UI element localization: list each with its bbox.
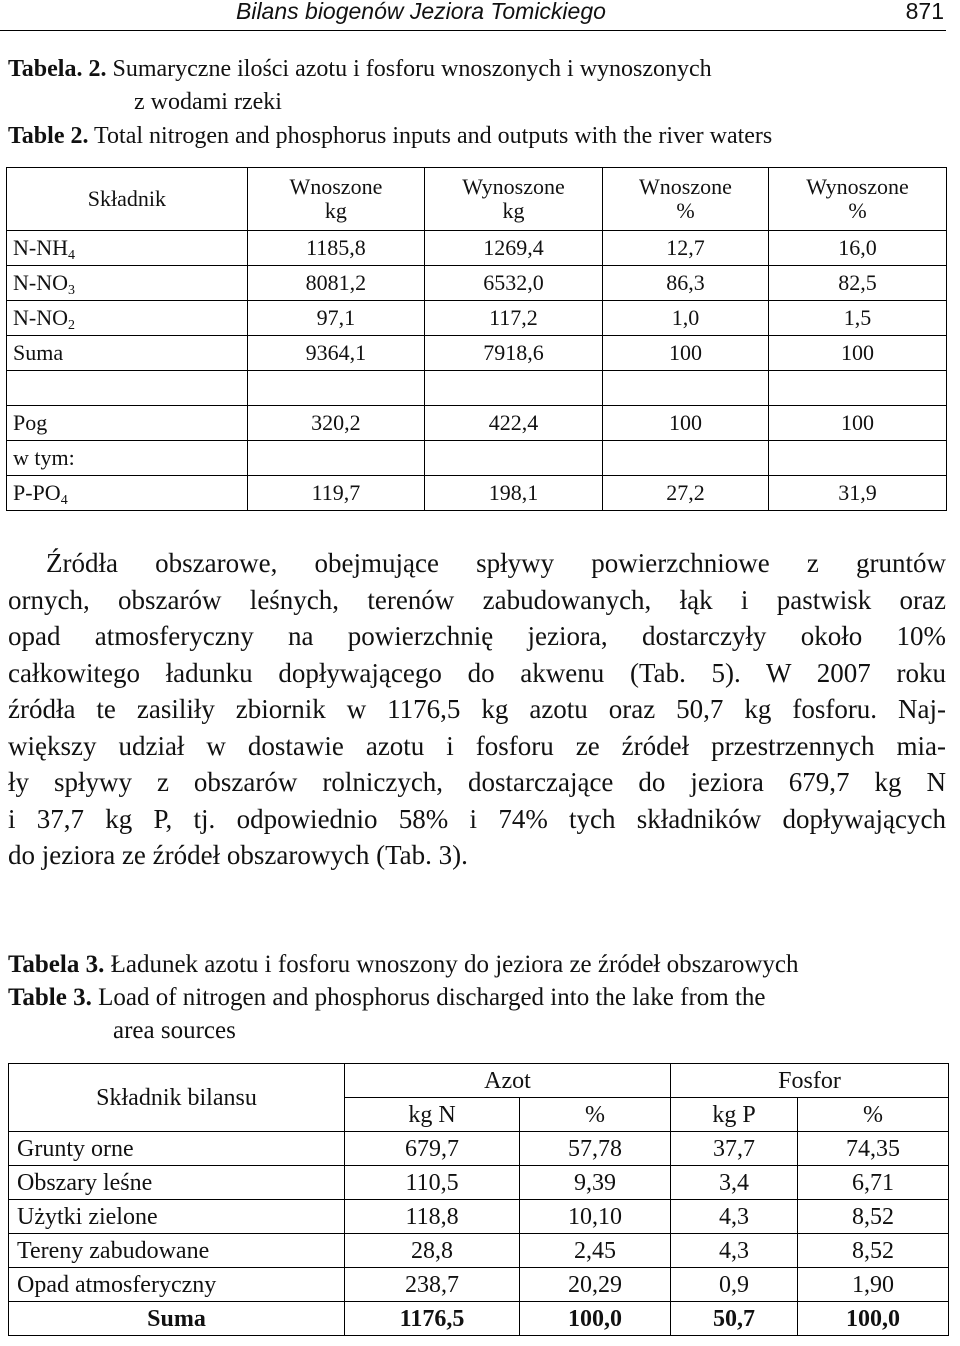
table2-header-cell [425,168,603,231]
table3-header-azot: Azot [345,1064,671,1098]
table2-row-label [7,301,248,336]
label-text: N-NO [13,305,68,330]
body-paragraph [8,545,946,874]
table2-cell: 117,2 [425,301,603,336]
table2-cell: 1185,8 [247,231,424,266]
table3-caption-en-text: Load of nitrogen and phosphorus discharged into the lake from the [91,984,766,1011]
table3-sum-cell: 100,0 [520,1302,671,1336]
table3-cell: 0,9 [671,1268,798,1302]
table2-header-cell [769,168,947,231]
table3-row-label: Obszary leśne [9,1166,345,1200]
paragraph-line: źródła te zasiliły zbiornik w 1176,5 kg azotu oraz 50,7 kg fosforu. Naj- [8,694,946,724]
table2 [6,167,947,511]
table3-cell: 8,52 [798,1200,949,1234]
table2-cell [602,371,768,406]
label-text: Suma [13,340,64,365]
table3-row [9,1166,949,1200]
table2-header-l2: % [848,198,867,223]
table3-cell: 4,3 [671,1200,798,1234]
table3-cell: 4,3 [671,1234,798,1268]
table2-header-l1: Wynoszone [462,174,565,199]
table2-cell: 9364,1 [247,336,424,371]
table2-cell [769,441,947,476]
table2-cell: 12,7 [602,231,768,266]
paragraph-line: Źródła obszarowe, obejmujące spływy powierzchniowe z gruntów [46,548,946,578]
table2-header-l1: Wynoszone [806,174,909,199]
table2-cell [602,441,768,476]
table2-row-label [7,336,248,371]
table3-cell: 57,78 [520,1132,671,1166]
label-subscript: 2 [68,318,75,333]
table3-row [9,1132,949,1166]
table2-cell [247,371,424,406]
table3-cell: 28,8 [345,1234,520,1268]
table2-row [7,266,947,301]
table2-cell: 1269,4 [425,231,603,266]
table3-cell: 2,45 [520,1234,671,1268]
table2-header-l2: kg [502,198,525,223]
table2-cell: 119,7 [247,476,424,511]
table2-cell: 8081,2 [247,266,424,301]
table3-cell: 238,7 [345,1268,520,1302]
table2-cell: 320,2 [247,406,424,441]
table2-row [7,231,947,266]
table2-caption-pl-cont: z wodami rzeki [134,89,282,115]
table2-cell: 86,3 [602,266,768,301]
running-title: Bilans biogenów Jeziora Tomickiego [236,0,606,24]
table2-blank-row [7,371,947,406]
table2-cell: 198,1 [425,476,603,511]
table2-cell: 1,5 [769,301,947,336]
table3-sum-cell: 50,7 [671,1302,798,1336]
table2-cell: 6532,0 [425,266,603,301]
table3-cell: 679,7 [345,1132,520,1166]
table2-row-label [7,406,248,441]
table3-subheader: % [520,1098,671,1132]
table3-cell: 9,39 [520,1166,671,1200]
table3-cell: 10,10 [520,1200,671,1234]
table3-row [9,1268,949,1302]
table2-cell: 27,2 [602,476,768,511]
table2-cell: 100 [769,406,947,441]
table3-header-row [9,1064,949,1098]
table2-caption-en [8,120,772,152]
table2-cell: 97,1 [247,301,424,336]
table3-caption-pl-label: Tabela 3. [8,951,105,978]
table2-row-label [7,476,248,511]
table3-row [9,1234,949,1268]
table2-row [7,301,947,336]
table3-cell: 6,71 [798,1166,949,1200]
table2-caption-pl-label: Tabela. 2. [8,56,107,82]
table2-header-cell [602,168,768,231]
table3-subheader: kg N [345,1098,520,1132]
table2-header-l1: Wnoszone [639,174,732,199]
table2-header-component: Składnik [87,186,167,211]
table3-cell: 74,35 [798,1132,949,1166]
table2-row [7,406,947,441]
table2-cell: 82,5 [769,266,947,301]
label-text: N-NO [13,270,68,295]
table2-cell: 100 [602,406,768,441]
paragraph-line: do jeziora ze źródeł obszarowych (Tab. 3). [8,840,468,870]
paragraph-line: i 37,7 kg P, tj. odpowiednio 58% i 74% tych składników dopływających [8,803,946,834]
table3-row [9,1200,949,1234]
table2-header-row [7,168,947,231]
table3-row-label: Tereny zabudowane [9,1234,345,1268]
table2-row-label [7,231,248,266]
table3-caption-pl [8,949,799,981]
table2-caption-en-text: Total nitrogen and phosphorus inputs and outputs with the river waters [88,123,773,149]
table3-row-label: Opad atmosferyczny [9,1268,345,1302]
table2-cell [425,441,603,476]
table3-cell: 118,8 [345,1200,520,1234]
table2-caption-en-label: Table 2. [8,123,89,149]
paragraph-line: ornych, obszarów leśnych, terenów zabudowanych, łąk i pastwisk oraz [8,584,946,615]
table3-caption-en [8,982,766,1014]
table2-cell: 422,4 [425,406,603,441]
label-subscript: 4 [60,493,68,508]
table3-cell: 20,29 [520,1268,671,1302]
table2-row [7,441,947,476]
table2-row-label [7,441,248,476]
table2-header-l2: % [676,198,695,223]
table2-header-cell [7,168,248,231]
table2-caption-pl [8,53,712,85]
table2-row-label [7,266,248,301]
table3-caption-en-label: Table 3. [8,984,92,1011]
table2-cell: 31,9 [769,476,947,511]
table3-subheader: kg P [671,1098,798,1132]
table2-header-cell [247,168,424,231]
paragraph-line: całkowitego ładunku dopływającego do akwenu (Tab. 5). W 2007 roku [8,657,946,688]
table3-cell: 37,7 [671,1132,798,1166]
page-number: 871 [905,0,944,24]
table2-row [7,476,947,511]
table3-caption-pl-text: Ładunek azotu i fosforu wnoszony do jeziora ze źródeł obszarowych [104,951,799,978]
label-subscript: 3 [68,283,75,298]
table2-cell: 7918,6 [425,336,603,371]
table3-subheader: % [798,1098,949,1132]
label-text: P-PO [13,480,61,505]
paragraph-line: ły spływy z obszarów rolniczych, dostarczające do jeziora 679,7 kg N [8,767,946,797]
label-text: N-NH [13,235,68,260]
table3-cell: 110,5 [345,1166,520,1200]
table3-sum-cell: 1176,5 [345,1302,520,1336]
table3 [8,1063,949,1336]
paragraph-line: większy udział w dostawie azotu i fosforu ze źródeł przestrzennych mia- [8,730,946,761]
table3-sum-row [9,1302,949,1336]
table3-sum-cell: 100,0 [798,1302,949,1336]
table2-cell: 100 [769,336,947,371]
table2-header-l2: kg [324,198,347,223]
table2-cell [7,371,248,406]
table2-cell: 100 [602,336,768,371]
table3-sum-label: Suma [9,1302,345,1336]
table3-header-fosfor: Fosfor [671,1064,949,1098]
table3-header-component: Składnik bilansu [9,1064,345,1132]
table3-cell: 1,90 [798,1268,949,1302]
table3-caption-en-cont: area sources [113,1017,236,1044]
table2-cell: 1,0 [602,301,768,336]
table3-cell: 3,4 [671,1166,798,1200]
table2-cell [247,441,424,476]
table2-cell [769,371,947,406]
table3-row-label: Użytki zielone [9,1200,345,1234]
table3-cell: 8,52 [798,1234,949,1268]
paragraph-line: opad atmosferyczny na powierzchnię jeziora, dostarczyły około 10% [8,621,946,651]
table2-cell [425,371,603,406]
label-text: Pog [13,410,48,435]
label-text: w tym: [13,445,75,470]
table2-header-l1: Wnoszone [289,174,383,199]
running-header [0,0,946,31]
table2-cell: 16,0 [769,231,947,266]
label-subscript: 4 [68,248,75,263]
table2-row [7,336,947,371]
table3-row-label: Grunty orne [9,1132,345,1166]
table2-caption-pl-text: Sumaryczne ilości azotu i fosforu wnoszonych i wynoszonych [106,56,712,82]
